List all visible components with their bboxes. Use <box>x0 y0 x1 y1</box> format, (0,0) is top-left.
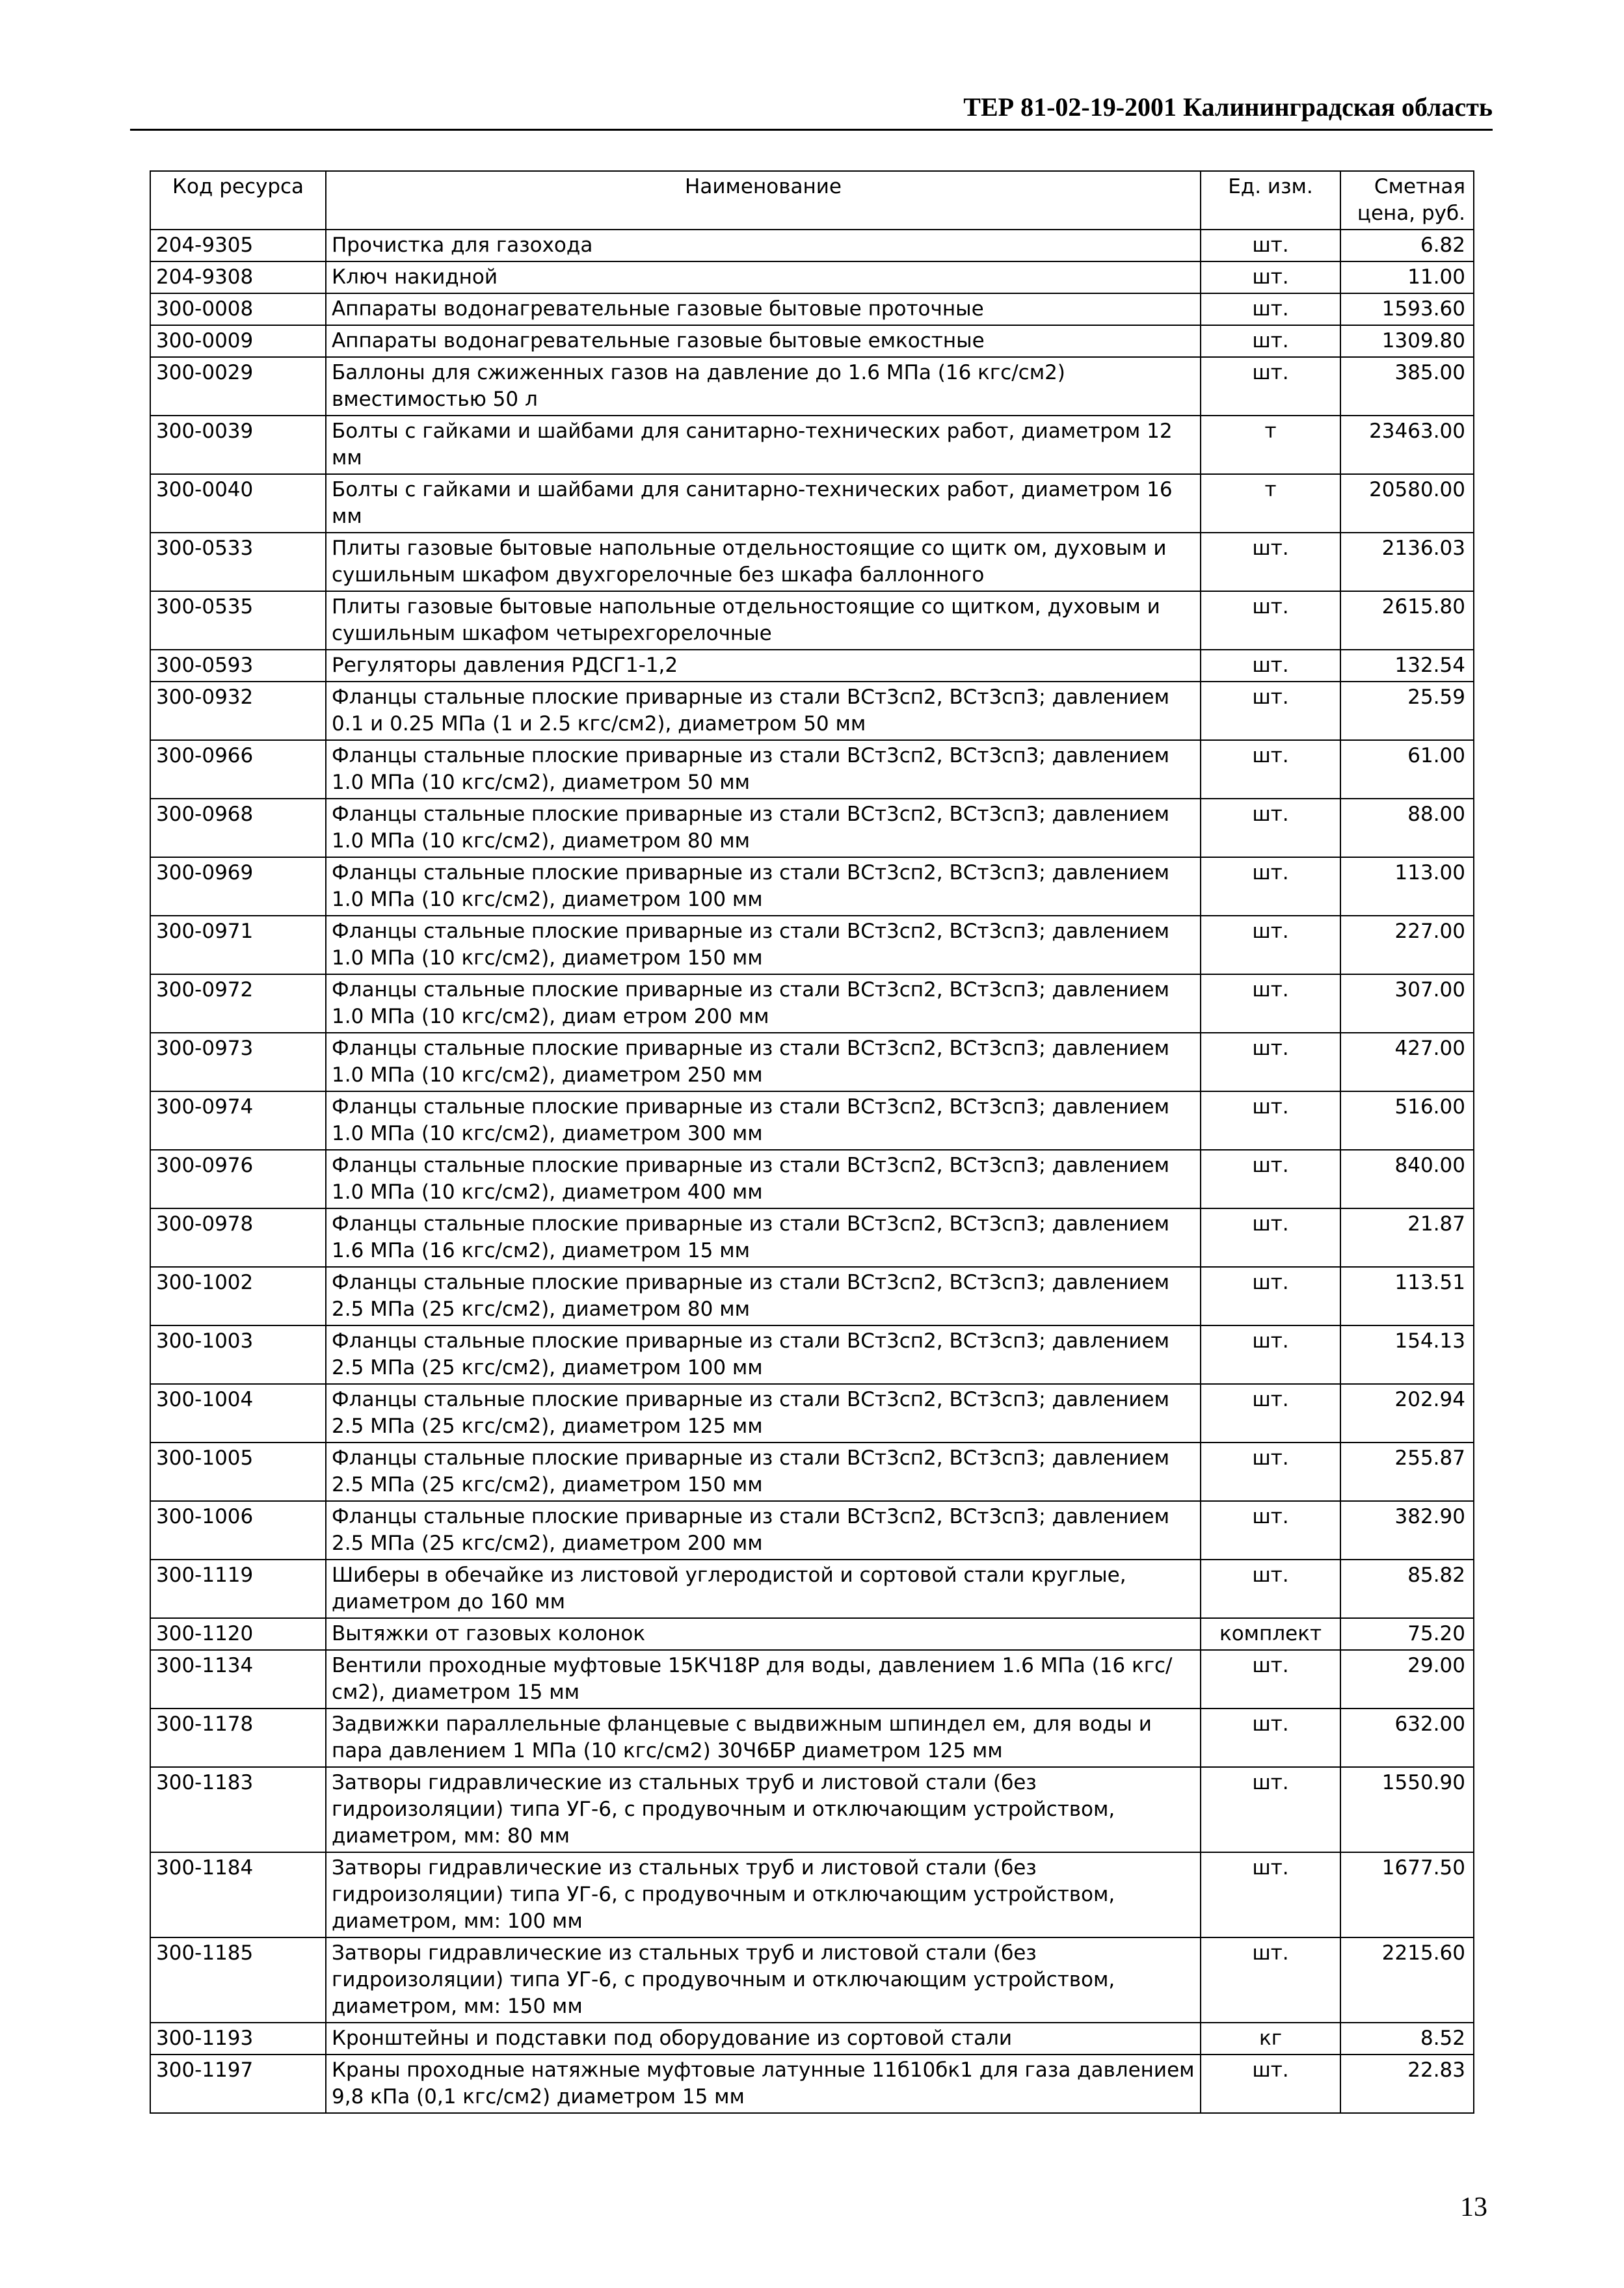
price-cell: 132.54 <box>1340 650 1474 682</box>
price-cell: 307.00 <box>1340 974 1474 1033</box>
unit-cell: шт. <box>1201 230 1340 261</box>
unit-cell: т <box>1201 416 1340 474</box>
unit-cell: шт. <box>1201 591 1340 650</box>
unit-cell: т <box>1201 474 1340 533</box>
resource-code-cell: 300-0040 <box>150 474 326 533</box>
unit-cell: шт. <box>1201 1937 1340 2023</box>
unit-cell: шт. <box>1201 740 1340 799</box>
page-number: 13 <box>1460 2192 1487 2222</box>
resource-name-cell: Баллоны для сжиженных газов на давление до 1.6 МПа (16 кгс/см2) вместимостью 50 л <box>326 357 1201 416</box>
column-header-price: Сметная цена, руб. <box>1340 171 1474 230</box>
unit-cell: шт. <box>1201 2055 1340 2113</box>
table-row <box>150 1937 1474 2023</box>
resource-code-cell: 300-0039 <box>150 416 326 474</box>
unit-cell: шт. <box>1201 1767 1340 1852</box>
unit-cell: шт. <box>1201 1501 1340 1560</box>
table-row <box>150 1091 1474 1150</box>
unit-cell: шт. <box>1201 1709 1340 1767</box>
unit-cell: шт. <box>1201 916 1340 974</box>
resource-code-cell: 300-1003 <box>150 1325 326 1384</box>
resource-code-cell: 300-0978 <box>150 1208 326 1267</box>
resource-name-cell: Ключ накидной <box>326 261 1201 293</box>
resource-code-cell: 300-0533 <box>150 533 326 591</box>
table-row <box>150 1852 1474 1937</box>
header-rule <box>130 129 1493 131</box>
resource-code-cell: 300-1119 <box>150 1560 326 1618</box>
resource-code-cell: 300-0973 <box>150 1033 326 1091</box>
resource-code-cell: 300-0008 <box>150 293 326 325</box>
price-cell: 2215.60 <box>1340 1937 1474 2023</box>
resource-name-cell: Затворы гидравлические из стальных труб и листовой стали (без гидроизоляции) типа УГ-6, с продувочным и отключающим устройством, диаметром, мм: 150 мм <box>326 1937 1201 2023</box>
resource-name-cell: Фланцы стальные плоские приварные из стали ВСт3сп2, ВСт3сп3; давлением 1.0 МПа (10 кгс/см2), диаметром 100 мм <box>326 857 1201 916</box>
resource-code-cell: 300-0968 <box>150 799 326 857</box>
column-header-name: Наименование <box>326 171 1201 230</box>
resource-name-cell: Плиты газовые бытовые напольные отдельностоящие со щитком, духовым и сушильным шкафом четырехгорелочные <box>326 591 1201 650</box>
table-row <box>150 1618 1474 1650</box>
resource-name-cell: Фланцы стальные плоские приварные из стали ВСт3сп2, ВСт3сп3; давлением 1.6 МПа (16 кгс/см2), диаметром 15 мм <box>326 1208 1201 1267</box>
resource-code-cell: 300-1002 <box>150 1267 326 1325</box>
resource-name-cell: Затворы гидравлические из стальных труб и листовой стали (без гидроизоляции) типа УГ-6, с продувочным и отключающим устройством, диаметром, мм: 100 мм <box>326 1852 1201 1937</box>
resource-name-cell: Вытяжки от газовых колонок <box>326 1618 1201 1650</box>
resource-code-cell: 204-9308 <box>150 261 326 293</box>
price-cell: 1550.90 <box>1340 1767 1474 1852</box>
resource-code-cell: 300-1184 <box>150 1852 326 1937</box>
table-row <box>150 1267 1474 1325</box>
resource-name-cell: Фланцы стальные плоские приварные из стали ВСт3сп2, ВСт3сп3; давлением 2.5 МПа (25 кгс/см2), диаметром 80 мм <box>326 1267 1201 1325</box>
resource-code-cell: 300-0976 <box>150 1150 326 1208</box>
price-cell: 29.00 <box>1340 1650 1474 1709</box>
price-cell: 202.94 <box>1340 1384 1474 1443</box>
table-row <box>150 1208 1474 1267</box>
resource-name-cell: Фланцы стальные плоские приварные из стали ВСт3сп2, ВСт3сп3; давлением 1.0 МПа (10 кгс/см2), диаметром 50 мм <box>326 740 1201 799</box>
unit-cell: шт. <box>1201 1208 1340 1267</box>
price-cell: 88.00 <box>1340 799 1474 857</box>
unit-cell: шт. <box>1201 1150 1340 1208</box>
table-row <box>150 357 1474 416</box>
price-cell: 61.00 <box>1340 740 1474 799</box>
resource-name-cell: Фланцы стальные плоские приварные из стали ВСт3сп2, ВСт3сп3; давлением 2.5 МПа (25 кгс/см2), диаметром 200 мм <box>326 1501 1201 1560</box>
resource-name-cell: Фланцы стальные плоские приварные из стали ВСт3сп2, ВСт3сп3; давлением 1.0 МПа (10 кгс/см2), диам етром 200 мм <box>326 974 1201 1033</box>
unit-cell: шт. <box>1201 682 1340 740</box>
price-cell: 85.82 <box>1340 1560 1474 1618</box>
resource-code-cell: 300-1134 <box>150 1650 326 1709</box>
price-cell: 427.00 <box>1340 1033 1474 1091</box>
price-cell: 840.00 <box>1340 1150 1474 1208</box>
resource-price-table <box>150 170 1474 2114</box>
unit-cell: шт. <box>1201 857 1340 916</box>
table-row <box>150 2023 1474 2055</box>
table-row <box>150 974 1474 1033</box>
resource-name-cell: Болты с гайками и шайбами для санитарно-технических работ, диаметром 16 мм <box>326 474 1201 533</box>
price-cell: 22.83 <box>1340 2055 1474 2113</box>
document-header: ТЕР 81-02-19-2001 Калининградская область <box>963 92 1493 122</box>
price-cell: 1593.60 <box>1340 293 1474 325</box>
table-row <box>150 916 1474 974</box>
table-row <box>150 857 1474 916</box>
table-row <box>150 533 1474 591</box>
resource-name-cell: Задвижки параллельные фланцевые с выдвижным шпиндел ем, для воды и пара давлением 1 МПа (10 кгс/см2) 30Ч6БР диаметром 125 мм <box>326 1709 1201 1767</box>
unit-cell: шт. <box>1201 325 1340 357</box>
resource-name-cell: Аппараты водонагревательные газовые бытовые емкостные <box>326 325 1201 357</box>
price-cell: 516.00 <box>1340 1091 1474 1150</box>
unit-cell: шт. <box>1201 1650 1340 1709</box>
unit-cell: комплект <box>1201 1618 1340 1650</box>
unit-cell: шт. <box>1201 650 1340 682</box>
table-header-row <box>150 171 1474 230</box>
unit-cell: шт. <box>1201 1267 1340 1325</box>
price-cell: 1677.50 <box>1340 1852 1474 1937</box>
resource-name-cell: Фланцы стальные плоские приварные из стали ВСт3сп2, ВСт3сп3; давлением 1.0 МПа (10 кгс/см2), диаметром 400 мм <box>326 1150 1201 1208</box>
price-cell: 6.82 <box>1340 230 1474 261</box>
resource-name-cell: Фланцы стальные плоские приварные из стали ВСт3сп2, ВСт3сп3; давлением 2.5 МПа (25 кгс/см2), диаметром 150 мм <box>326 1443 1201 1501</box>
resource-name-cell: Краны проходные натяжные муфтовые латунные 11б10бк1 для газа давлением 9,8 кПа (0,1 кгс/см2) диаметром 15 мм <box>326 2055 1201 2113</box>
unit-cell: шт. <box>1201 357 1340 416</box>
resource-code-cell: 300-0932 <box>150 682 326 740</box>
table-row <box>150 799 1474 857</box>
unit-cell: шт. <box>1201 1560 1340 1618</box>
resource-code-cell: 300-1185 <box>150 1937 326 2023</box>
unit-cell: шт. <box>1201 1325 1340 1384</box>
table-row <box>150 650 1474 682</box>
unit-cell: шт. <box>1201 261 1340 293</box>
resource-code-cell: 300-0029 <box>150 357 326 416</box>
resource-code-cell: 300-0971 <box>150 916 326 974</box>
resource-name-cell: Прочистка для газохода <box>326 230 1201 261</box>
price-cell: 255.87 <box>1340 1443 1474 1501</box>
table-row <box>150 2055 1474 2113</box>
table-row <box>150 416 1474 474</box>
resource-code-cell: 300-1006 <box>150 1501 326 1560</box>
resource-code-cell: 300-1004 <box>150 1384 326 1443</box>
resource-name-cell: Плиты газовые бытовые напольные отдельностоящие со щитк ом, духовым и сушильным шкафом двухгорелочные без шкафа баллонного <box>326 533 1201 591</box>
price-cell: 382.90 <box>1340 1501 1474 1560</box>
resource-code-cell: 300-0974 <box>150 1091 326 1150</box>
table-row <box>150 1384 1474 1443</box>
resource-code-cell: 300-0969 <box>150 857 326 916</box>
table-row <box>150 1650 1474 1709</box>
unit-cell: шт. <box>1201 1033 1340 1091</box>
table-row <box>150 1443 1474 1501</box>
resource-name-cell: Фланцы стальные плоские приварные из стали ВСт3сп2, ВСт3сп3; давлением 1.0 МПа (10 кгс/см2), диаметром 80 мм <box>326 799 1201 857</box>
resource-code-cell: 300-0535 <box>150 591 326 650</box>
table-row <box>150 1767 1474 1852</box>
resource-code-cell: 300-0593 <box>150 650 326 682</box>
price-cell: 25.59 <box>1340 682 1474 740</box>
table-row <box>150 230 1474 261</box>
table-row <box>150 740 1474 799</box>
table-row <box>150 1560 1474 1618</box>
resource-code-cell: 300-0966 <box>150 740 326 799</box>
resource-name-cell: Кронштейны и подставки под оборудование из сортовой стали <box>326 2023 1201 2055</box>
unit-cell: шт. <box>1201 1384 1340 1443</box>
resource-name-cell: Болты с гайками и шайбами для санитарно-технических работ, диаметром 12 мм <box>326 416 1201 474</box>
resource-name-cell: Регуляторы давления РДСГ1-1,2 <box>326 650 1201 682</box>
price-cell: 11.00 <box>1340 261 1474 293</box>
unit-cell: шт. <box>1201 1091 1340 1150</box>
resource-code-cell: 300-1197 <box>150 2055 326 2113</box>
resource-name-cell: Затворы гидравлические из стальных труб и листовой стали (без гидроизоляции) типа УГ-6, с продувочным и отключающим устройством, диаметром, мм: 80 мм <box>326 1767 1201 1852</box>
resource-name-cell: Вентили проходные муфтовые 15КЧ18Р для воды, давлением 1.6 МПа (16 кгс/см2), диаметром 15 мм <box>326 1650 1201 1709</box>
table-row <box>150 293 1474 325</box>
price-cell: 113.00 <box>1340 857 1474 916</box>
table-row <box>150 1033 1474 1091</box>
price-cell: 385.00 <box>1340 357 1474 416</box>
table-row <box>150 682 1474 740</box>
resource-name-cell: Фланцы стальные плоские приварные из стали ВСт3сп2, ВСт3сп3; давлением 1.0 МПа (10 кгс/см2), диаметром 250 мм <box>326 1033 1201 1091</box>
table-row <box>150 1150 1474 1208</box>
price-cell: 1309.80 <box>1340 325 1474 357</box>
unit-cell: шт. <box>1201 1852 1340 1937</box>
resource-code-cell: 300-1005 <box>150 1443 326 1501</box>
price-cell: 21.87 <box>1340 1208 1474 1267</box>
resource-code-cell: 300-0009 <box>150 325 326 357</box>
price-cell: 113.51 <box>1340 1267 1474 1325</box>
resource-name-cell: Фланцы стальные плоские приварные из стали ВСт3сп2, ВСт3сп3; давлением 0.1 и 0.25 МПа (1 и 2.5 кгс/см2), диаметром 50 мм <box>326 682 1201 740</box>
unit-cell: шт. <box>1201 293 1340 325</box>
price-cell: 154.13 <box>1340 1325 1474 1384</box>
resource-code-cell: 300-0972 <box>150 974 326 1033</box>
table-row <box>150 261 1474 293</box>
unit-cell: шт. <box>1201 974 1340 1033</box>
resource-name-cell: Фланцы стальные плоские приварные из стали ВСт3сп2, ВСт3сп3; давлением 2.5 МПа (25 кгс/см2), диаметром 125 мм <box>326 1384 1201 1443</box>
resource-name-cell: Фланцы стальные плоские приварные из стали ВСт3сп2, ВСт3сп3; давлением 1.0 МПа (10 кгс/см2), диаметром 150 мм <box>326 916 1201 974</box>
column-header-unit: Ед. изм. <box>1201 171 1340 230</box>
resource-name-cell: Фланцы стальные плоские приварные из стали ВСт3сп2, ВСт3сп3; давлением 1.0 МПа (10 кгс/см2), диаметром 300 мм <box>326 1091 1201 1150</box>
resource-name-cell: Фланцы стальные плоские приварные из стали ВСт3сп2, ВСт3сп3; давлением 2.5 МПа (25 кгс/см2), диаметром 100 мм <box>326 1325 1201 1384</box>
table-row <box>150 474 1474 533</box>
unit-cell: шт. <box>1201 533 1340 591</box>
table-row <box>150 591 1474 650</box>
price-cell: 75.20 <box>1340 1618 1474 1650</box>
column-header-code: Код ресурса <box>150 171 326 230</box>
price-cell: 23463.00 <box>1340 416 1474 474</box>
resource-name-cell: Шиберы в обечайке из листовой углеродистой и сортовой стали круглые, диаметром до 160 мм <box>326 1560 1201 1618</box>
resource-code-cell: 300-1120 <box>150 1618 326 1650</box>
unit-cell: шт. <box>1201 1443 1340 1501</box>
price-cell: 20580.00 <box>1340 474 1474 533</box>
price-cell: 8.52 <box>1340 2023 1474 2055</box>
resource-code-cell: 300-1178 <box>150 1709 326 1767</box>
table-row <box>150 325 1474 357</box>
table-row <box>150 1709 1474 1767</box>
unit-cell: шт. <box>1201 799 1340 857</box>
price-cell: 2615.80 <box>1340 591 1474 650</box>
resource-code-cell: 300-1183 <box>150 1767 326 1852</box>
price-cell: 227.00 <box>1340 916 1474 974</box>
price-cell: 632.00 <box>1340 1709 1474 1767</box>
table-row <box>150 1325 1474 1384</box>
unit-cell: кг <box>1201 2023 1340 2055</box>
resource-code-cell: 300-1193 <box>150 2023 326 2055</box>
table-row <box>150 1501 1474 1560</box>
resource-code-cell: 204-9305 <box>150 230 326 261</box>
price-cell: 2136.03 <box>1340 533 1474 591</box>
resource-name-cell: Аппараты водонагревательные газовые бытовые проточные <box>326 293 1201 325</box>
